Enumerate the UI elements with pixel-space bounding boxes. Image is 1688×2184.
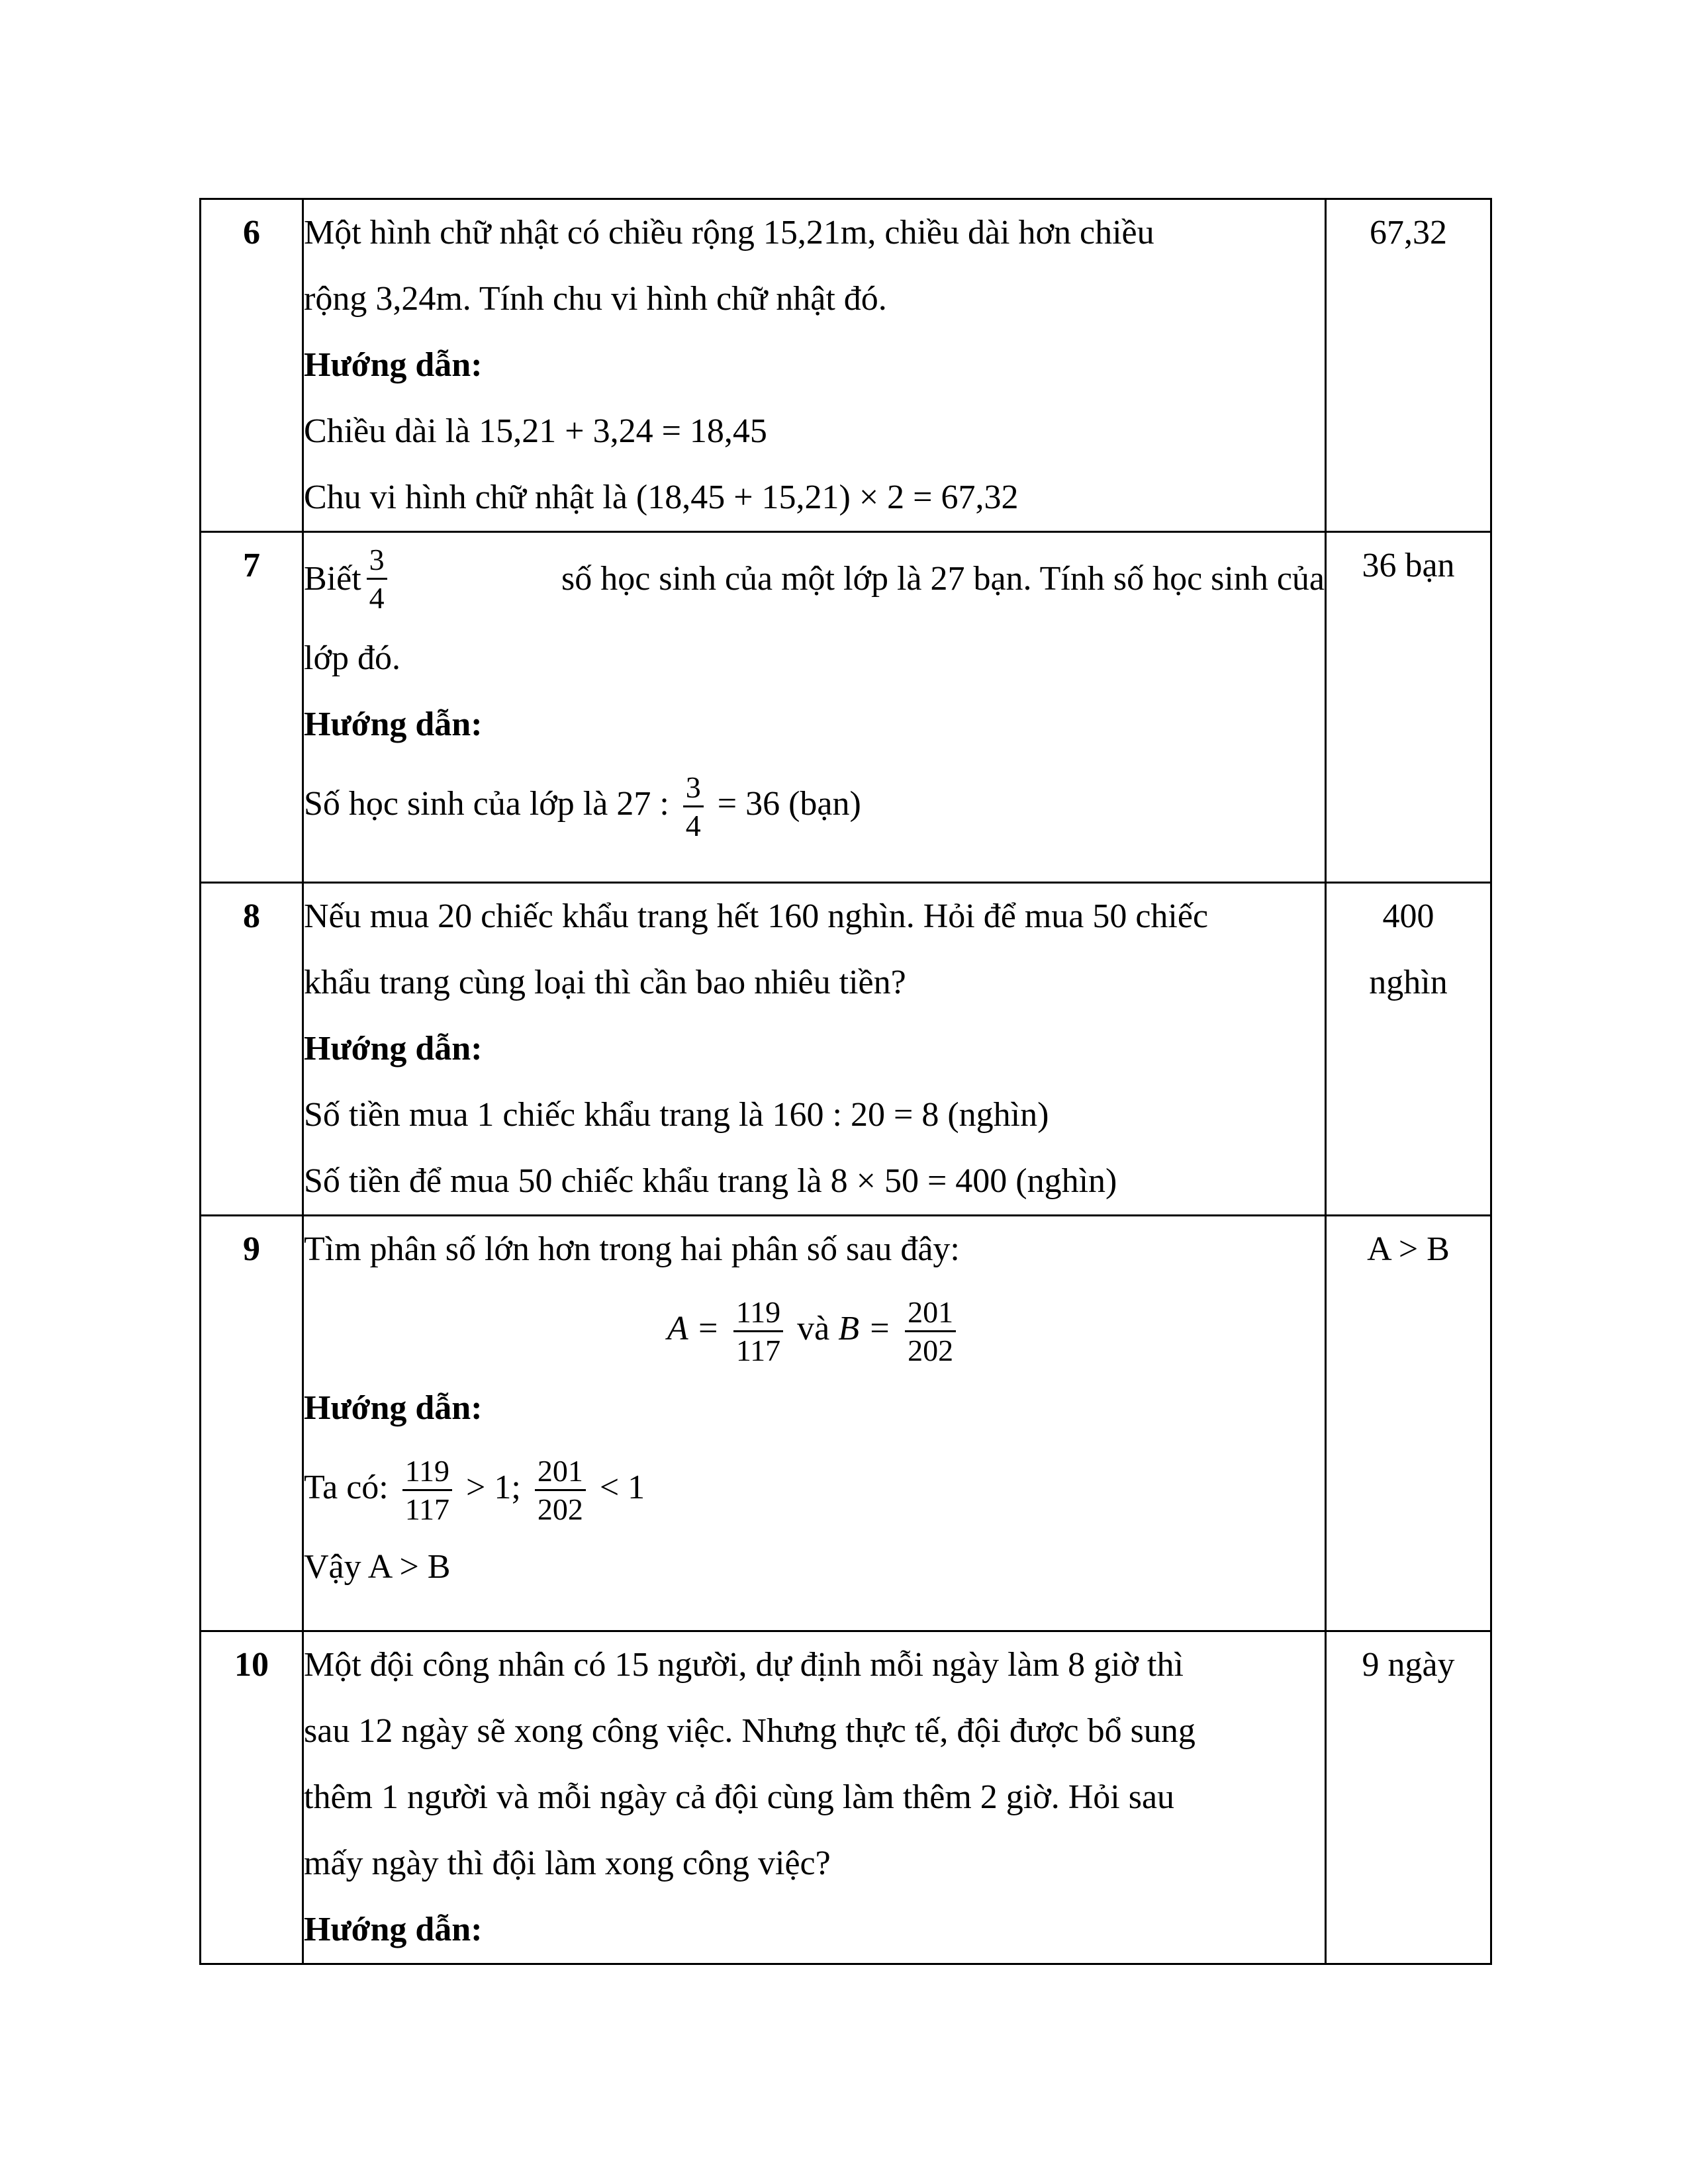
fraction-numerator: 3: [683, 772, 704, 807]
answer-line: 400: [1382, 897, 1434, 935]
fraction: [683, 772, 704, 842]
guide-text: Chiều dài là 15,21 + 3,24 = 18,45: [304, 412, 767, 450]
answer-value: 9 ngày: [1326, 1631, 1491, 1964]
fraction-denominator: 202: [537, 1492, 583, 1526]
fraction-numerator: 119: [733, 1297, 783, 1332]
question-text: Nếu mua 20 chiếc khẩu trang hết 160 nghìn. Hỏi để mua 50 chiếc: [304, 897, 1209, 935]
fraction-denominator: 202: [908, 1333, 954, 1367]
guide-label: Hướng dẫn:: [304, 1911, 483, 1948]
question-text: Một hình chữ nhật có chiều rộng 15,21m, chiều dài hơn chiều: [304, 214, 1154, 251]
question-text: rộng 3,24m. Tính chu vi hình chữ nhật đó.: [304, 280, 887, 318]
question-number: 8: [201, 883, 303, 1216]
question-cell: [303, 1631, 1326, 1964]
guide-label: Hướng dẫn:: [304, 705, 483, 743]
question-cell: [303, 532, 1326, 883]
table-row: [201, 883, 1491, 1216]
question-text: lớp đó.: [304, 639, 400, 677]
fraction: [367, 544, 387, 614]
guide-label: Hướng dẫn:: [304, 1389, 483, 1427]
question-text: mấy ngày thì đội làm xong công việc?: [304, 1844, 831, 1882]
guide-line: [304, 1441, 1325, 1534]
question-cell: [303, 883, 1326, 1216]
table-row: [201, 199, 1491, 532]
question-text: Tìm phân số lớn hơn trong hai phân số sau đây:: [304, 1230, 960, 1268]
fraction: [905, 1297, 956, 1367]
question-number: 7: [201, 532, 303, 883]
guide-text: Số tiền để mua 50 chiếc khẩu trang là 8 × 50 = 400 (nghìn): [304, 1162, 1117, 1200]
question-number: 9: [201, 1216, 303, 1631]
guide-text: Ta có:: [304, 1469, 389, 1506]
fraction-numerator: 119: [402, 1455, 452, 1490]
formula-a-label: A =: [667, 1310, 720, 1347]
guide-label: Hướng dẫn:: [304, 1030, 483, 1068]
question-text: khẩu trang cùng loại thì cần bao nhiêu tiền?: [304, 964, 906, 1001]
guide-text: Số tiền mua 1 chiếc khẩu trang là 160 : 20 = 8 (nghìn): [304, 1096, 1049, 1134]
question-line: [304, 533, 1325, 625]
guide-text: Số học sinh của lớp là 27 :: [304, 785, 669, 823]
question-text: sau 12 ngày sẽ xong công việc. Nhưng thực tế, đội được bổ sung: [304, 1712, 1196, 1750]
answer-value: A > B: [1326, 1216, 1491, 1631]
question-cell: [303, 199, 1326, 532]
table-row: [201, 1216, 1491, 1631]
fraction-denominator: 117: [404, 1492, 450, 1526]
formula-connector: và: [797, 1310, 830, 1347]
question-text: Biết: [304, 560, 361, 598]
guide-text: Chu vi hình chữ nhật là (18,45 + 15,21) × 2 = 67,32: [304, 478, 1019, 516]
fraction: [402, 1455, 452, 1525]
answer-value: 67,32: [1326, 199, 1491, 532]
guide-text: > 1;: [466, 1469, 521, 1506]
guide-text: Vậy A > B: [304, 1548, 451, 1586]
answer-line: nghìn: [1369, 964, 1448, 1001]
fraction-numerator: 201: [535, 1455, 586, 1490]
fraction: [733, 1297, 783, 1367]
answer-value: 36 bạn: [1326, 532, 1491, 883]
fraction-denominator: 4: [369, 580, 385, 615]
fraction-denominator: 117: [735, 1333, 781, 1367]
fraction-denominator: 4: [685, 808, 701, 842]
fraction: [535, 1455, 586, 1525]
formula-b-label: B =: [838, 1310, 892, 1347]
formula: [304, 1283, 1325, 1375]
guide-text: < 1: [599, 1469, 645, 1506]
question-cell: [303, 1216, 1326, 1631]
answer-table: [199, 198, 1492, 1965]
guide-line: [304, 758, 1325, 850]
question-text: Một đội công nhân có 15 người, dự định mỗi ngày làm 8 giờ thì: [304, 1646, 1184, 1684]
question-number: 10: [201, 1631, 303, 1964]
fraction-numerator: 3: [367, 544, 387, 579]
table-row: [201, 1631, 1491, 1964]
question-text: số học sinh của một lớp là 27 bạn. Tính số học sinh của: [561, 560, 1325, 598]
fraction-numerator: 201: [905, 1297, 956, 1332]
guide-label: Hướng dẫn:: [304, 346, 483, 384]
table-row: [201, 532, 1491, 883]
question-number: 6: [201, 199, 303, 532]
question-text: thêm 1 người và mỗi ngày cả đội cùng làm thêm 2 giờ. Hỏi sau: [304, 1778, 1175, 1816]
guide-text: = 36 (bạn): [717, 785, 861, 823]
answer-value: [1326, 883, 1491, 1216]
